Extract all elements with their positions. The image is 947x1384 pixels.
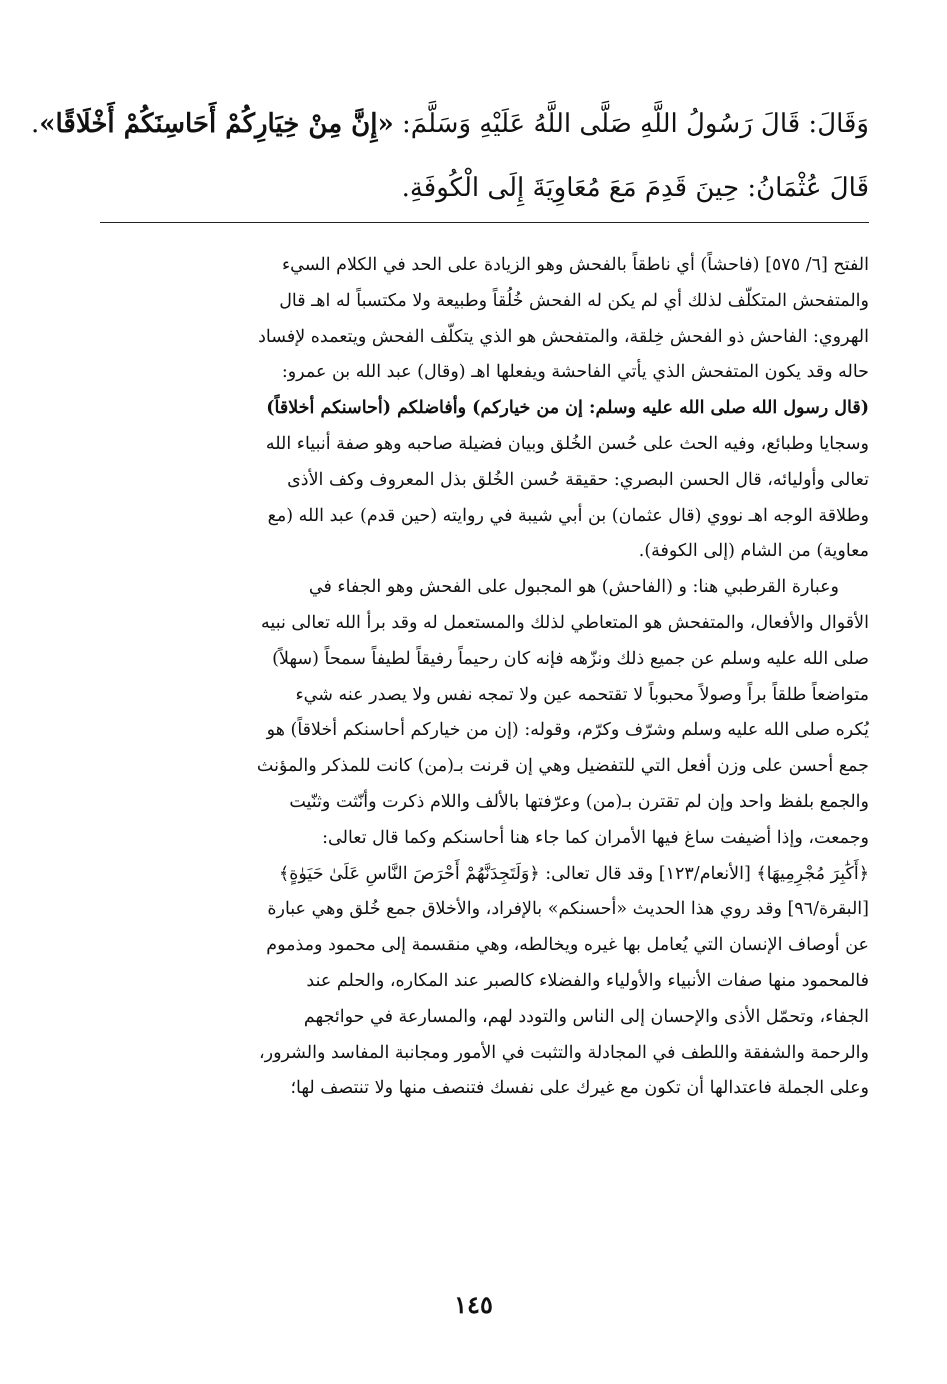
commentary-line: معاوية) من الشام (إلى الكوفة). (638, 541, 869, 562)
commentary-hadith-quote: (قال رسول الله صلى الله عليه وسلم: إن من خياركم) وأفاضلكم (أحاسنكم أخلاقاً) (266, 398, 869, 419)
commentary-line: والمتفحش المتكلّف لذلك أي لم يكن له الفحش خُلُقاً وطبيعة ولا مكتسباً له اهـ قال (279, 290, 869, 311)
commentary-line: متواضعاً طلقاً براً وصولاً محبوباً لا تقتحمه عين ولا تمجه نفس ولا يصدر عنه شيء (295, 684, 869, 705)
commentary-line: يُكره صلى الله عليه وسلم وشرّف وكرّم، وقوله: (إن من خياركم أحاسنكم أخلاقاً) هو (266, 720, 869, 741)
commentary-line: وعلى الجملة فاعتدالها أن تكون مع غيرك على نفسك فتنصف منها ولا تنتصف لها؛ (290, 1078, 869, 1099)
hadith-line-2: قَالَ عُثْمَانُ: حِينَ قَدِمَ مَعَ مُعَاوِيَةَ إِلَى الْكُوفَةِ. (401, 173, 869, 203)
commentary-line: والرحمة والشفقة واللطف في المجادلة والتثبت في الأمور ومجانبة المفاسد والشرور، (258, 1042, 869, 1063)
commentary-line: وجمعت، وإذا أضيفت ساغ فيها الأمران كما جاء هنا أحاسنكم وكما قال تعالى: (322, 827, 869, 848)
commentary-line: حاله وقد يكون المتفحش الذي يأتي الفاحشة ويفعلها اهـ (وقال) عبد الله بن عمرو: (281, 362, 869, 383)
commentary-line: تعالى وأوليائه، قال الحسن البصري: حقيقة حُسن الخُلق بذل المعروف وكف الأذى (287, 469, 869, 490)
commentary-line: وطلاقة الوجه اهـ نووي (قال عثمان) بن أبي شيبة في روايته (حين قدم) عبد الله (مع (267, 505, 869, 526)
commentary-line: وسجايا وطبائع، وفيه الحث على حُسن الخُلق وبيان فضيلة صاحبه وهو صفة أنبياء الله (265, 433, 869, 454)
commentary-text (100, 248, 869, 1107)
hadith-line-1 (30, 92, 869, 156)
commentary-line-quran: ﴿أَكَٰبِرَ مُجْرِمِيهَا﴾ [الأنعام/١٢٣] وقد قال تعالى: ﴿وَلَتَجِدَنَّهُمْ أَحْرَصَ النَّاسِ عَلَىٰ حَيَوٰةٍ﴾ (278, 863, 869, 884)
commentary-line: الهروي: الفاحش ذو الفحش خِلقة، والمتفحش هو الذي يتكلّف الفحش ويتعمده لإفساد (258, 326, 869, 347)
hadith-quote: «إِنَّ مِنْ خِيَارِكُمْ أَحَاسِنَكُمْ أَخْلَاقًا» (39, 109, 394, 139)
commentary-line: عن أوصاف الإنسان التي يُعامل بها غيره ويخالطه، وهي منقسمة إلى محمود ومذموم (266, 935, 869, 956)
hadith-text (30, 92, 869, 220)
hadith-line-1-text: وَقَالَ: قَالَ رَسُولُ اللَّهِ صَلَّى اللَّهُ عَلَيْهِ وَسَلَّمَ: (393, 109, 869, 139)
hadith-line-1-end: . (30, 109, 40, 139)
footnote-divider (100, 222, 869, 223)
commentary-line: فالمحمود منها صفات الأنبياء والأولياء والفضلاء كالصبر عند المكاره، والحلم عند (306, 970, 869, 991)
commentary-line: الأقوال والأفعال، والمتفحش هو المتعاطي لذلك والمستعمل له وقد برأ الله تعالى نبيه (261, 612, 869, 633)
commentary-line-bold (100, 391, 869, 427)
commentary-line: صلى الله عليه وسلم عن جميع ذلك ونزّهه فإنه كان رحيماً رفيقاً لطيفاً سمحاً (سهلاً) (272, 648, 869, 669)
commentary-line: والجمع بلفظ واحد وإن لم تقترن بـ(من) وعرّفتها بالألف واللام ذكرت وأنّثت وثنّيت (289, 791, 869, 812)
commentary-paragraph-start: وعبارة القرطبي هنا: و (الفاحش) هو المجبول على الفحش وهو الجفاء في (308, 577, 839, 598)
commentary-line: جمع أحسن على وزن أفعل التي للتفضيل وهي إن قرنت بـ(من) كانت للمذكر والمؤنث (256, 756, 869, 777)
commentary-line: الجفاء، وتحمّل الأذى والإحسان إلى الناس والتودد لهم، والمسارعة في حوائجهم (303, 1006, 869, 1027)
commentary-line: الفتح [٦/ ٥٧٥] (فاحشاً) أي ناطقاً بالفحش وهو الزيادة على الحد في الكلام السيء (281, 255, 869, 275)
commentary-line: [البقرة/٩٦] وقد روي هذا الحديث «أحسنكم» بالإفراد، والأخلاق جمع خُلق وهي عبارة (267, 899, 869, 920)
page-number: ١٤٥ (454, 1290, 493, 1319)
